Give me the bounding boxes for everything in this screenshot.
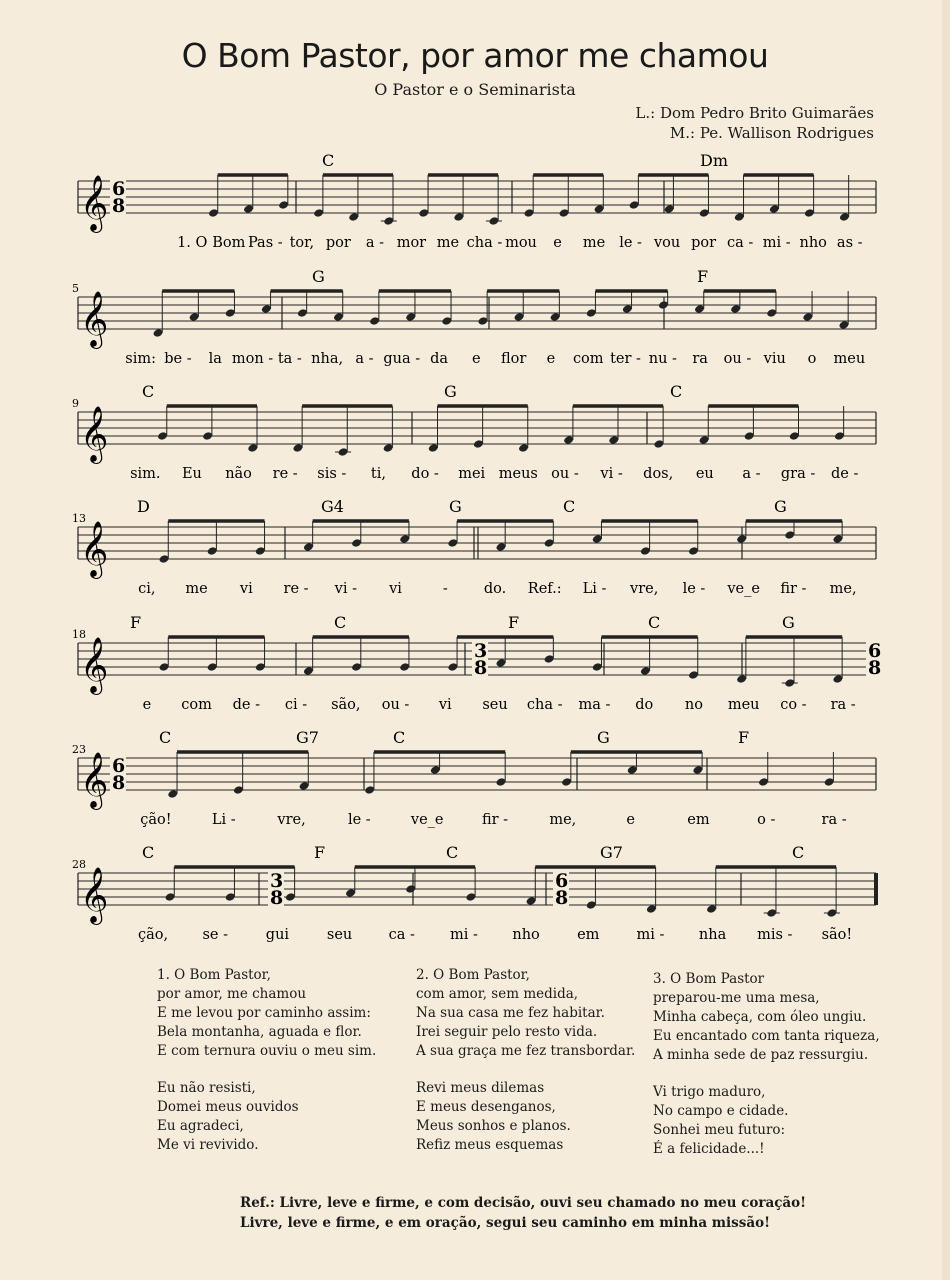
song-subtitle: O Pastor e o Seminarista: [374, 80, 576, 99]
lyric-syllable: Li -: [211, 812, 236, 828]
lyric-syllable: me: [436, 235, 460, 251]
verse-line: É a felicidade...!: [653, 1141, 765, 1157]
chord-symbol: C: [393, 728, 406, 747]
chord-symbol: C: [648, 613, 661, 632]
verse-line: Vi trigo maduro,: [653, 1084, 766, 1100]
lyric-syllable: Eu: [181, 466, 202, 482]
verse-line: Refiz meus esquemas: [416, 1137, 564, 1153]
lyric-syllable: ma -: [578, 697, 611, 713]
lyric-syllable: são,: [331, 697, 361, 713]
lyric-syllable: em: [577, 927, 600, 943]
music-credit: M.: Pe. Wallison Rodrigues: [669, 124, 874, 142]
lyric-syllable: gra -: [780, 466, 816, 482]
lyric-syllable: sim.: [130, 466, 161, 482]
measure-number: 9: [72, 397, 79, 410]
lyric-syllable: Bom: [212, 235, 246, 251]
time-signature-bottom: 8: [868, 657, 882, 679]
lyric-syllable: se -: [202, 927, 229, 943]
lyric-syllable: ca -: [388, 927, 415, 943]
lyric-syllable: ou -: [551, 466, 579, 482]
verse-line: Minha cabeça, com óleo ungiu.: [653, 1009, 867, 1025]
lyric-syllable: ou -: [723, 351, 752, 367]
verse-line: E com ternura ouviu o meu sim.: [157, 1043, 377, 1059]
lyric-syllable: vi -: [600, 466, 623, 482]
treble-clef-icon: 𝄞: [80, 521, 109, 577]
lyric-syllable: seu: [482, 697, 508, 713]
lyric-syllable: ti,: [370, 466, 386, 482]
stanza-gap: [157, 1061, 376, 1079]
lyrics-credit: L.: Dom Pedro Brito Guimarães: [635, 104, 874, 122]
chord-symbol: G7: [296, 728, 319, 747]
measure-number: 5: [72, 282, 79, 295]
verse-line: E me levou por caminho assim:: [157, 1005, 371, 1021]
verse-line: Eu não resisti,: [157, 1080, 256, 1096]
verse-line: Eu agradeci,: [157, 1118, 244, 1134]
lyric-syllable: nha,: [311, 351, 344, 367]
chord-symbol: G: [782, 613, 795, 632]
chord-symbol: C: [446, 843, 459, 862]
chord-symbol: C: [670, 382, 683, 401]
refrain-line-1: Ref.: Livre, leve e firme, e com decisão, ouvi seu chamado no meu coração!: [240, 1195, 807, 1211]
chord-symbol: G: [444, 382, 457, 401]
lyric-syllable: vi: [389, 581, 402, 597]
time-signature-bottom: 8: [474, 657, 488, 679]
verse-line: preparou-me uma mesa,: [653, 990, 820, 1006]
lyric-syllable: meu: [727, 697, 760, 713]
chord-symbol: F: [508, 613, 520, 632]
lyric-syllable: vi -: [334, 581, 357, 597]
treble-clef-icon: 𝄞: [80, 291, 109, 347]
lyric-syllable: e: [553, 235, 562, 251]
chord-symbol: C: [159, 728, 172, 747]
verse-line: Sonhei meu futuro:: [653, 1122, 786, 1138]
lyric-syllable: do.: [483, 581, 507, 597]
verse-line: 2. O Bom Pastor,: [416, 967, 530, 983]
lyric-syllable: me: [582, 235, 606, 251]
time-signature-top: 3: [270, 870, 284, 892]
lyric-syllable: ção,: [138, 927, 169, 943]
verse-line: Irei seguir pelo resto vida.: [416, 1024, 598, 1040]
verse-line: com amor, sem medida,: [416, 986, 579, 1002]
lyric-syllable: mei: [458, 466, 486, 482]
chord-symbol: G: [597, 728, 610, 747]
lyric-syllable: viu: [763, 351, 786, 367]
lyric-syllable: por: [325, 235, 351, 251]
verse-line: A minha sede de paz ressurgiu.: [653, 1047, 869, 1063]
lyric-syllable: ca -: [727, 235, 754, 251]
lyric-syllable: e: [472, 351, 481, 367]
time-signature-top: 6: [555, 870, 569, 892]
lyric-syllable: com: [572, 351, 604, 367]
lyric-syllable: fir -: [780, 581, 807, 597]
treble-clef-icon: 𝄞: [80, 752, 109, 808]
verse-line: Me vi revivido.: [157, 1137, 259, 1153]
lyric-syllable: por: [691, 235, 717, 251]
lyric-syllable: mi -: [449, 927, 478, 943]
time-signature-bottom: 8: [270, 887, 284, 909]
lyric-syllable: o -: [757, 812, 776, 828]
lyric-syllable: a -: [355, 351, 374, 367]
lyric-syllable: me,: [549, 812, 577, 828]
lyric-syllable: be -: [164, 351, 192, 367]
chord-symbol: Dm: [700, 151, 728, 170]
refrain-line-2: Livre, leve e firme, e em oração, segui seu caminho em minha missão!: [240, 1215, 771, 1231]
chord-symbol: F: [738, 728, 750, 747]
verse-line: Domei meus ouvidos: [157, 1099, 299, 1115]
lyric-syllable: ve_e: [410, 812, 444, 828]
lyric-syllable: de -: [232, 697, 261, 713]
lyric-syllable: ou -: [381, 697, 410, 713]
time-signature-top: 6: [868, 640, 882, 662]
chord-symbol: G: [312, 267, 325, 286]
lyric-syllable: mon -: [231, 351, 274, 367]
lyric-syllable: vre,: [630, 581, 659, 597]
lyric-syllable: mi -: [636, 927, 665, 943]
lyric-syllable: Pas -: [247, 235, 283, 251]
lyric-syllable: o: [807, 351, 817, 367]
lyric-syllable: ra: [692, 351, 708, 367]
lyric-syllable: 1. O: [177, 235, 208, 251]
chord-symbol: C: [563, 497, 576, 516]
lyric-syllable: Ref.:: [527, 581, 562, 597]
stanza-gap: [653, 1065, 880, 1083]
lyric-syllable: mou: [505, 235, 537, 251]
lyric-syllable: gua -: [383, 351, 421, 367]
lyric-syllable: me: [185, 581, 208, 597]
lyric-syllable: ve_e: [727, 581, 760, 597]
measure-number: 28: [72, 858, 86, 871]
chord-symbol: C: [142, 843, 155, 862]
time-signature-top: 6: [112, 178, 126, 200]
lyric-syllable: da: [430, 351, 449, 367]
chord-symbol: F: [130, 613, 142, 632]
lyric-syllable: no: [684, 697, 703, 713]
verse-line: 3. O Bom Pastor: [653, 971, 765, 987]
chord-symbol: G7: [600, 843, 623, 862]
verse-line: Revi meus dilemas: [416, 1080, 545, 1096]
final-barline: [874, 873, 878, 905]
time-signature-bottom: 8: [112, 195, 126, 217]
verse-block-3: [653, 970, 880, 1159]
lyric-syllable: le -: [619, 235, 642, 251]
lyric-syllable: nho: [799, 235, 827, 251]
chord-symbol: G4: [321, 497, 344, 516]
verse-line: Bela montanha, aguada e flor.: [157, 1024, 362, 1040]
lyric-syllable: do: [635, 697, 654, 713]
lyric-syllable: ta -: [277, 351, 302, 367]
lyric-syllable: flor: [500, 351, 527, 367]
verse-block-2: [416, 966, 635, 1155]
verse-line: E meus desenganos,: [416, 1099, 556, 1115]
lyric-syllable: tor,: [289, 235, 315, 251]
lyric-syllable: a -: [742, 466, 761, 482]
lyric-syllable: sim:: [125, 351, 157, 367]
lyric-syllable: eu: [695, 466, 714, 482]
lyric-syllable: nha: [698, 927, 727, 943]
lyric-syllable: ra -: [830, 697, 856, 713]
lyric-syllable: me,: [829, 581, 857, 597]
lyric-syllable: com: [181, 697, 212, 713]
lyric-syllable: re -: [283, 581, 309, 597]
lyric-syllable: co -: [780, 697, 807, 713]
measure-number: 18: [72, 628, 86, 641]
measure-number: 23: [72, 743, 86, 756]
time-signature-top: 6: [112, 755, 126, 777]
verse-line: No campo e cidade.: [653, 1103, 789, 1119]
lyric-syllable: em: [687, 812, 710, 828]
lyric-syllable: não: [225, 466, 252, 482]
refrain-text: [240, 1193, 806, 1233]
chord-symbol: G: [449, 497, 462, 516]
verse-line: A sua graça me fez transbordar.: [416, 1043, 636, 1059]
time-signature-bottom: 8: [112, 772, 126, 794]
measure-number: 13: [72, 512, 86, 525]
lyric-syllable: fir -: [481, 812, 509, 828]
verse-line: Eu encantado com tanta riqueza,: [653, 1028, 880, 1044]
lyric-syllable: meus: [498, 466, 538, 482]
treble-clef-icon: 𝄞: [80, 637, 109, 693]
lyric-syllable: sis -: [317, 466, 347, 482]
lyric-syllable: a -: [365, 235, 384, 251]
lyric-syllable: vou: [653, 235, 681, 251]
verse-line: 1. O Bom Pastor,: [157, 967, 271, 983]
lyric-syllable: cha -: [466, 235, 503, 251]
chord-symbol: C: [792, 843, 805, 862]
lyric-syllable: e: [626, 812, 635, 828]
treble-clef-icon: 𝄞: [80, 406, 109, 462]
chord-symbol: C: [142, 382, 155, 401]
lyric-syllable: mor: [396, 235, 427, 251]
lyric-syllable: vre,: [277, 812, 306, 828]
treble-clef-icon: 𝄞: [80, 175, 109, 231]
lyric-syllable: de -: [831, 466, 859, 482]
chord-symbol: G: [774, 497, 787, 516]
chord-symbol: C: [334, 613, 347, 632]
verse-line: Meus sonhos e planos.: [416, 1118, 571, 1134]
lyric-syllable: seu: [326, 927, 353, 943]
chord-symbol: D: [137, 497, 150, 516]
lyric-syllable: mis -: [757, 927, 793, 943]
treble-clef-icon: 𝄞: [80, 867, 109, 923]
time-signature-bottom: 8: [555, 887, 569, 909]
lyric-syllable: cha -: [526, 697, 563, 713]
verse-line: Na sua casa me fez habitar.: [416, 1005, 605, 1021]
chord-symbol: F: [697, 267, 709, 286]
lyric-syllable: nho: [512, 927, 540, 943]
lyric-syllable: -: [442, 581, 448, 597]
lyric-syllable: la: [208, 351, 222, 367]
lyric-syllable: dos,: [643, 466, 674, 482]
time-signature-top: 3: [474, 640, 488, 662]
lyric-syllable: le -: [682, 581, 706, 597]
chord-symbol: F: [314, 843, 326, 862]
song-title: O Bom Pastor, por amor me chamou: [181, 36, 769, 75]
lyric-syllable: nu -: [648, 351, 677, 367]
lyric-syllable: ci -: [284, 697, 308, 713]
lyric-syllable: le -: [347, 812, 371, 828]
lyric-syllable: vi: [239, 581, 253, 597]
lyric-syllable: são!: [821, 927, 853, 943]
lyric-syllable: vi: [438, 697, 452, 713]
verse-line: por amor, me chamou: [157, 986, 307, 1002]
lyric-syllable: Li -: [582, 581, 607, 597]
lyric-syllable: e: [546, 351, 556, 367]
chord-symbol: C: [322, 151, 335, 170]
lyric-syllable: ter -: [610, 351, 641, 367]
lyric-syllable: ção!: [140, 812, 172, 828]
lyric-syllable: as -: [836, 235, 863, 251]
stanza-gap: [416, 1061, 635, 1079]
lyric-syllable: re -: [272, 466, 298, 482]
lyric-syllable: do -: [411, 466, 439, 482]
lyric-syllable: meu: [833, 351, 866, 367]
verse-block-1: [157, 966, 376, 1155]
lyric-syllable: gui: [265, 927, 290, 943]
lyric-syllable: mi -: [762, 235, 791, 251]
lyric-syllable: ra -: [821, 812, 847, 828]
lyric-syllable: ci,: [138, 581, 156, 597]
lyric-syllable: e: [142, 697, 152, 713]
